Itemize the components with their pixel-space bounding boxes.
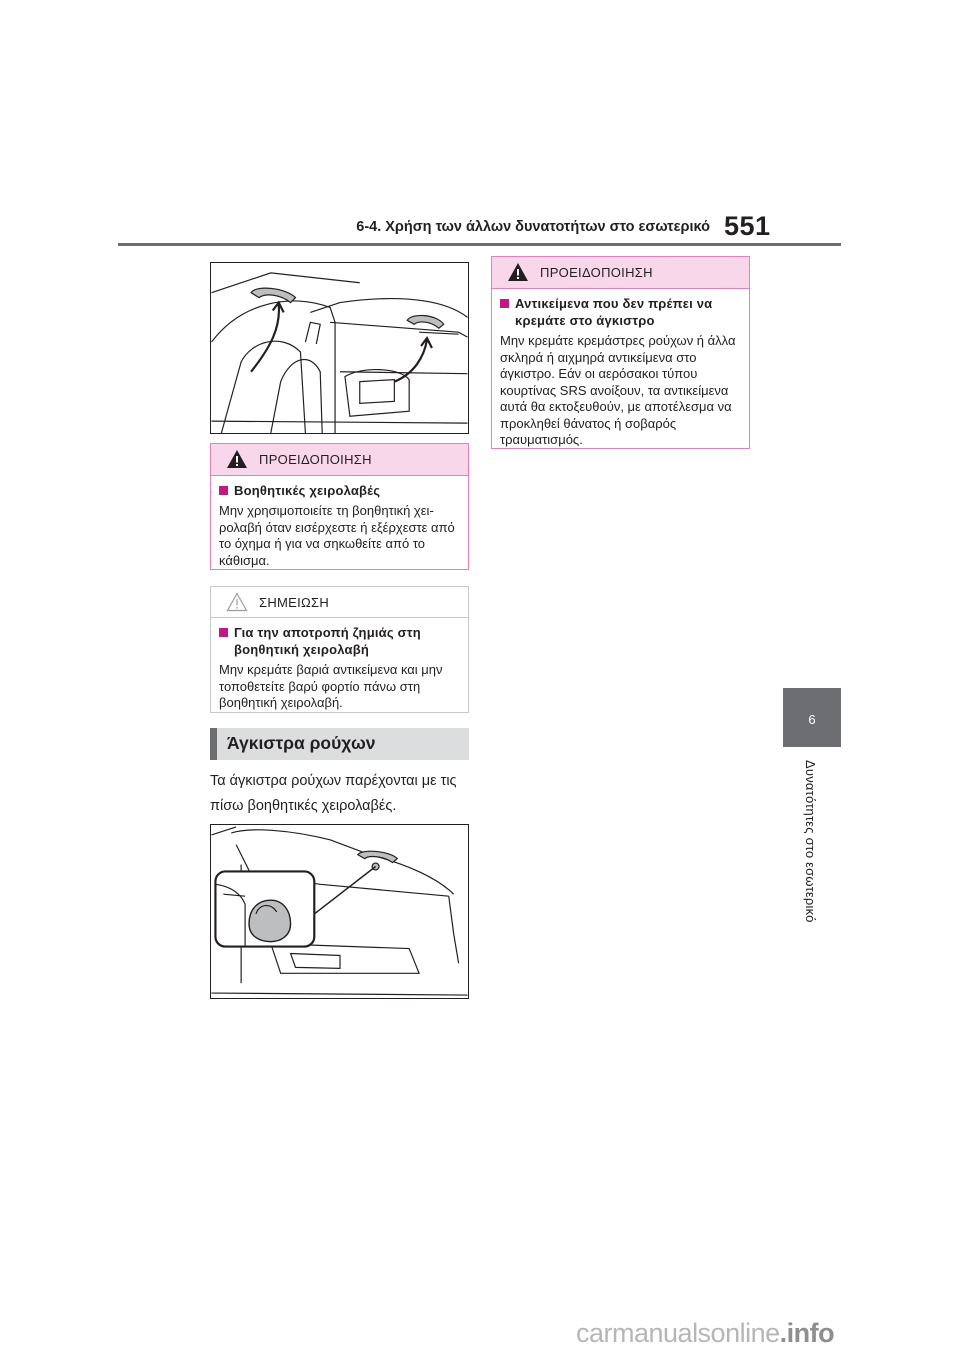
watermark-logo [576, 1318, 834, 1349]
chapter-title-vertical: Δυνατότητες στο εσωτερικό [803, 760, 818, 923]
section-heading: Άγκιστρα ρούχων [227, 733, 376, 753]
section-paragraph: Τα άγκιστρα ρούχων παρέχονται με τις πίσω βοηθητικές χειρολαβές. [210, 773, 457, 814]
warning-triangle-icon [507, 262, 529, 282]
notice-box-assist-grips [210, 586, 469, 713]
warning-item-title-text: Βοηθητικές χειρολαβές [234, 483, 381, 498]
watermark-text: carmanualsonline [576, 1318, 780, 1348]
notice-label: ΣΗΜΕΙΩΣΗ [259, 595, 330, 610]
warning-item-text: Μην χρησιμοποιείτε τη βοηθητική χει-ρολαβή όταν εισέρχεστε ή εξέρχεστε από το όχημα ή για να σηκωθείτε από το κάθισμα. [219, 503, 455, 568]
warning-item-title [500, 295, 741, 329]
chapter-tab [783, 688, 841, 747]
square-bullet-icon [219, 628, 228, 637]
coat-hook-figure [210, 824, 469, 999]
assist-grips-illustration [211, 263, 468, 433]
assist-grips-figure [210, 262, 469, 434]
warning-item-title [219, 482, 460, 499]
square-bullet-icon [500, 299, 509, 308]
warning-box-assist-grips [210, 443, 469, 570]
warning-item-text: Μην κρεμάτε κρεμάστρες ρούχων ή άλλα σκληρά ή αιχμηρά αντικείμενα στο άγκιστρο. Εάν οι αερόσακοι τύπου κουρτίνας SRS ανοίξουν, τα αντικείμενα αυτά θα εκτοξευθούν, με αποτέλεσμα να προκληθεί θάνατος ή σοβαρός τραυματισμός. [500, 333, 736, 447]
coat-hook-illustration [211, 825, 468, 998]
warning-label: ΠΡΟΕΙΔΟΠΟΙΗΣΗ [259, 452, 372, 467]
warning-triangle-icon [226, 449, 248, 469]
section-heading-bar [210, 728, 469, 760]
warning-header [211, 444, 468, 476]
square-bullet-icon [219, 486, 228, 495]
notice-header [211, 587, 468, 618]
warning-header [492, 257, 749, 289]
warning-item-title-text: Αντικείμενα που δεν πρέπει να κρεμάτε στο άγκιστρο [515, 296, 713, 328]
page-number: 551 [724, 211, 771, 241]
notice-item-text: Μην κρεμάτε βαριά αντικείμενα και μην τοποθετείτε βαρύ φορτίο πάνω στη βοηθητική χειρολαβή. [219, 662, 443, 710]
chapter-number: 6 [808, 712, 816, 727]
running-header-section-title: 6-4. Χρήση των άλλων δυνατοτήτων στο εσωτερικό [356, 219, 710, 235]
notice-triangle-icon [226, 592, 248, 612]
notice-item-title-text: Για την αποτροπή ζημιάς στη βοηθητική χειρολαβή [234, 625, 421, 657]
warning-box-coat-hooks [491, 256, 750, 449]
warning-label: ΠΡΟΕΙΔΟΠΟΙΗΣΗ [540, 265, 653, 280]
watermark-domain: .info [779, 1318, 835, 1348]
notice-item-title [219, 624, 460, 658]
header-rule [118, 243, 841, 246]
